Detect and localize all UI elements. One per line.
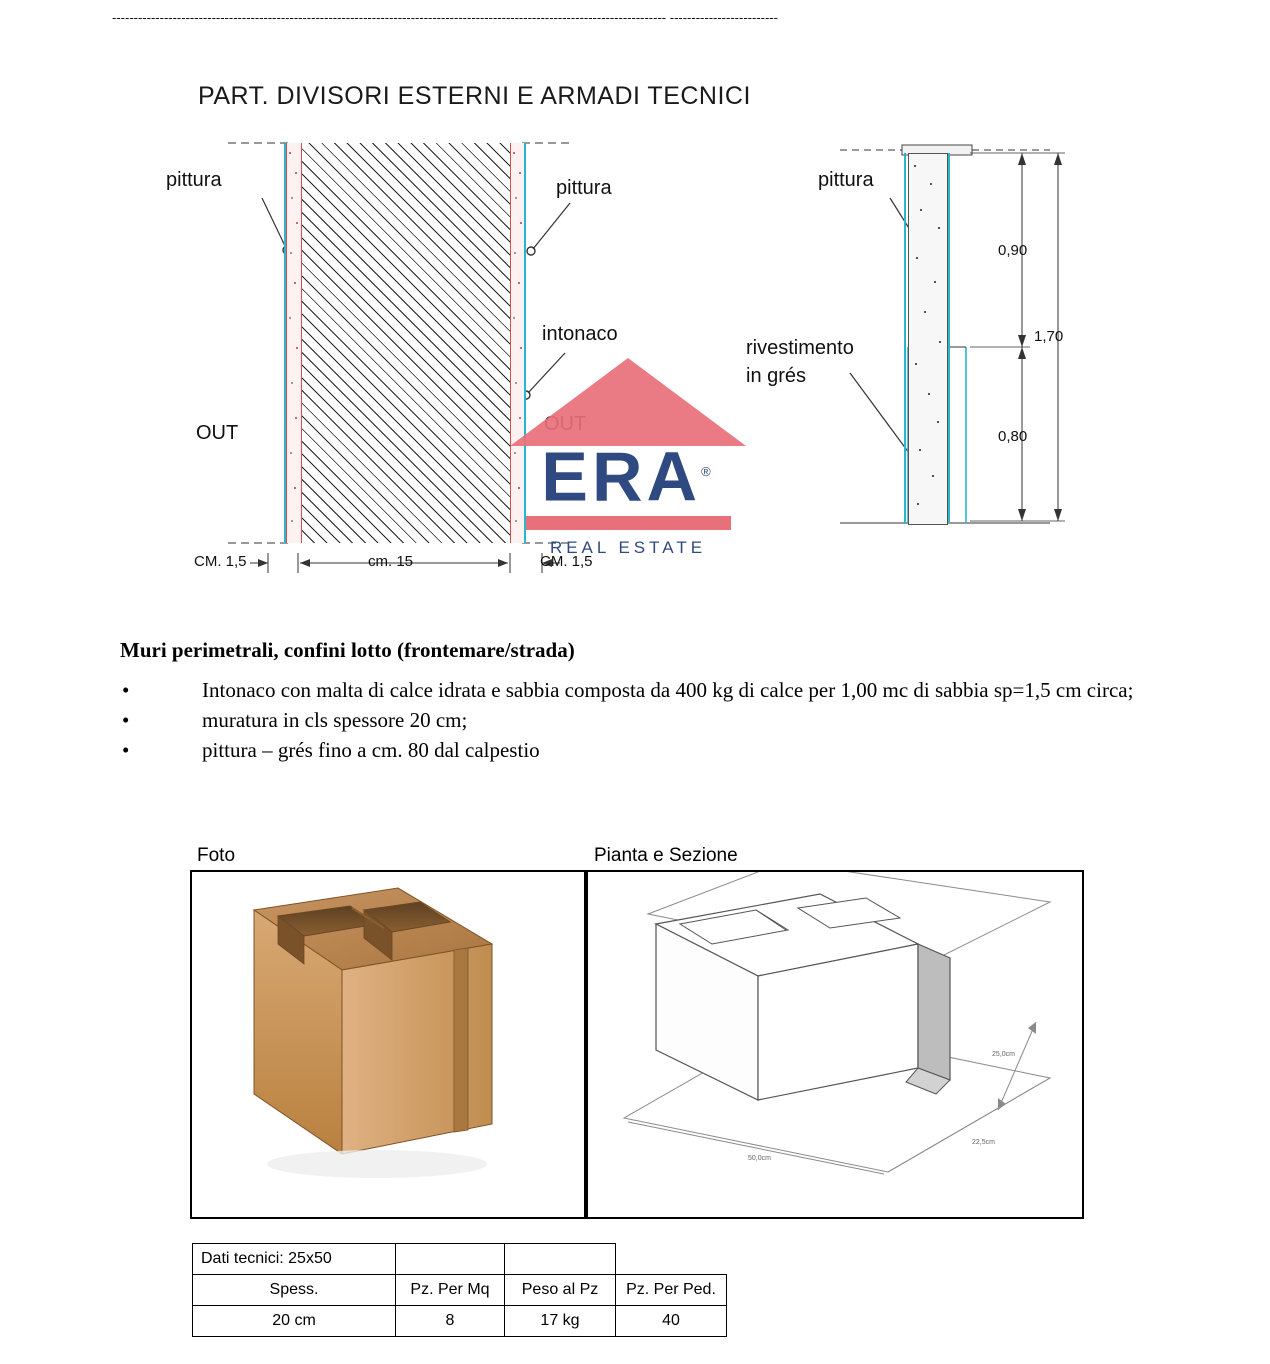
label-pittura-right: pittura xyxy=(818,169,874,191)
label-out-left: OUT xyxy=(196,422,239,444)
figure-caption-foto: Foto xyxy=(197,845,236,866)
tech-data-table xyxy=(192,1243,727,1337)
svg-text:50,0cm: 50,0cm xyxy=(748,1155,771,1162)
label-pittura-left: pittura xyxy=(166,169,222,191)
table-title-cell: Dati tecnici: 25x50 xyxy=(193,1244,396,1275)
block-photo-vectors xyxy=(192,872,584,1217)
pillar-paint-line-right xyxy=(948,153,950,523)
plan-section-image xyxy=(586,870,1084,1219)
label-rivestimento-line1: rivestimento xyxy=(746,337,854,359)
dim-h-170: 1,70 xyxy=(1034,328,1064,345)
table-row xyxy=(193,1244,727,1275)
pillar-core xyxy=(908,153,948,525)
table-cell-pz-per-ped: 40 xyxy=(616,1306,727,1337)
photo-block-image xyxy=(190,870,586,1219)
bullet-marker: • xyxy=(122,738,130,762)
wall-core-hatch xyxy=(300,143,512,543)
list-item-text: Intonaco con malta di calce idrata e sabbia composta da 400 kg di calce per 1,00 mc di sabbia sp=1,5 cm circa; xyxy=(202,678,1134,702)
wall-section-left xyxy=(270,143,540,543)
plan-section-vectors xyxy=(588,872,1082,1217)
table-title-spacer-2 xyxy=(505,1244,616,1275)
table-row xyxy=(193,1306,727,1337)
pillar-paint-line-left xyxy=(904,153,906,523)
plaster-layer-left xyxy=(286,143,302,543)
table-cell-peso-al-pz: 17 kg xyxy=(505,1306,616,1337)
dim-cm-center: cm. 15 xyxy=(368,553,414,570)
top-dashed-rule: -------------------------------------------------------------------------------------------------------------------------------- ------------------------- xyxy=(112,10,778,25)
label-out-mid: OUT xyxy=(544,413,587,435)
svg-text:22,5cm: 22,5cm xyxy=(972,1139,995,1146)
table-header-row xyxy=(193,1275,727,1306)
list-item xyxy=(118,706,1168,734)
table-title-spacer-1 xyxy=(396,1244,505,1275)
dim-cm-left: CM. 1,5 xyxy=(194,553,247,570)
logo-era-text: ERA xyxy=(541,437,702,516)
logo-wordmark xyxy=(508,437,748,516)
list-item xyxy=(118,736,1168,764)
table-cell-spess: 20 cm xyxy=(193,1306,396,1337)
label-pittura-mid: pittura xyxy=(556,177,612,199)
logo-tagline: REAL ESTATE xyxy=(549,538,707,558)
content-heading: Muri perimetrali, confini lotto (frontemare/strada) xyxy=(120,638,575,662)
dim-cm-right: CM. 1,5 xyxy=(540,553,593,570)
table-header-pz-per-mq: Pz. Per Mq xyxy=(396,1275,505,1306)
era-logo xyxy=(508,358,748,558)
figure-caption-pianta: Pianta e Sezione xyxy=(594,845,738,866)
table-header-peso-al-pz: Peso al Pz xyxy=(505,1275,616,1306)
dim-h-090: 0,90 xyxy=(998,242,1028,259)
list-item xyxy=(118,676,1168,704)
logo-roof-icon xyxy=(510,358,746,446)
logo-bar xyxy=(526,516,731,530)
bullet-marker: • xyxy=(122,678,130,702)
svg-text:25,0cm: 25,0cm xyxy=(992,1051,1015,1058)
logo-registered-mark: ® xyxy=(701,464,715,479)
page-title: PART. DIVISORI ESTERNI E ARMADI TECNICI xyxy=(198,82,751,110)
table-cell-pz-per-mq: 8 xyxy=(396,1306,505,1337)
content-bullet-list xyxy=(118,676,1168,766)
dim-h-080: 0,80 xyxy=(998,428,1028,445)
label-intonaco: intonaco xyxy=(542,323,618,345)
bullet-marker: • xyxy=(122,708,130,732)
list-item-text: muratura in cls spessore 20 cm; xyxy=(202,708,468,732)
list-item-text: pittura – grés fino a cm. 80 dal calpestio xyxy=(202,738,540,762)
paint-line-left xyxy=(284,143,286,543)
table-header-pz-per-ped: Pz. Per Ped. xyxy=(616,1275,727,1306)
table-header-spess: Spess. xyxy=(193,1275,396,1306)
label-rivestimento-line2: in grés xyxy=(746,365,807,387)
